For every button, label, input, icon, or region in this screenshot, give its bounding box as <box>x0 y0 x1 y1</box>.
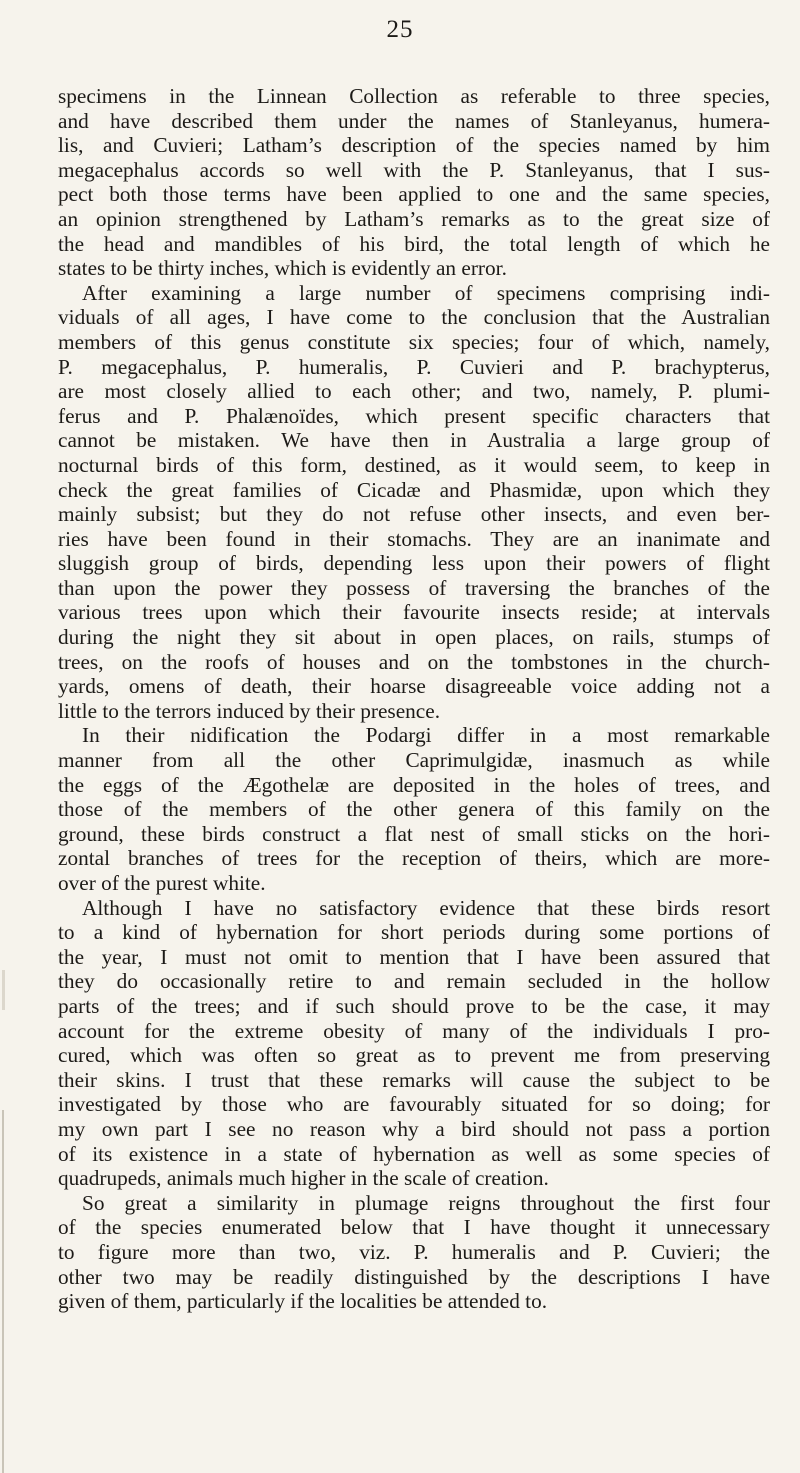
text-line: manner from all the other Caprimulgidæ, inasmuch as while <box>58 748 770 773</box>
text-line: over of the purest white. <box>58 871 266 895</box>
text-line: So great a similarity in plumage reigns throughout the first four <box>82 1190 770 1215</box>
text-line: After examining a large number of specimens comprising indi- <box>82 280 770 305</box>
text-line: In their nidification the Podargi differ in a most remarkable <box>82 723 770 748</box>
text-line: sluggish group of birds, depending less upon their powers of flight <box>58 551 770 576</box>
text-line: cured, which was often so great as to prevent me from preserving <box>58 1043 770 1068</box>
text-line: nocturnal birds of this form, destined, as it would seem, to keep in <box>58 452 770 477</box>
text-line: ground, these birds construct a flat nest of small sticks on the hori- <box>58 821 770 846</box>
text-line: account for the extreme obesity of many of the individuals I pro- <box>58 1018 770 1043</box>
text-line: ferus and P. Phalænoïdes, which present specific characters that <box>58 403 770 428</box>
page-edge-mark <box>2 970 5 1010</box>
text-line: zontal branches of trees for the reception of theirs, which are more- <box>58 846 770 871</box>
text-line: during the night they sit about in open places, on rails, stumps of <box>58 625 770 650</box>
text-line: to a kind of hybernation for short periods during some portions of <box>58 920 770 945</box>
text-line: check the great families of Cicadæ and Phasmidæ, upon which they <box>58 477 770 502</box>
text-line: than upon the power they possess of traversing the branches of the <box>58 575 770 600</box>
body-text <box>58 84 770 1314</box>
text-line: the head and mandibles of his bird, the total length of which he <box>58 231 770 256</box>
text-line: other two may be readily distinguished by the descriptions I have <box>58 1264 770 1289</box>
text-line: an opinion strengthened by Latham’s remarks as to the great size of <box>58 206 770 231</box>
text-line: of the species enumerated below that I have thought it unnecessary <box>58 1215 770 1240</box>
text-line: cannot be mistaken. We have then in Australia a large group of <box>58 428 770 453</box>
text-line: little to the terrors induced by their presence. <box>58 698 441 723</box>
text-line: yards, omens of death, their hoarse disagreeable voice adding not a <box>58 674 770 699</box>
text-line: parts of the trees; and if such should prove to be the case, it may <box>58 993 770 1018</box>
text-line: their skins. I trust that these remarks will cause the subject to be <box>58 1067 770 1092</box>
text-line: specimens in the Linnean Collection as referable to three species, <box>58 84 770 108</box>
text-line: they do occasionally retire to and remain secluded in the hollow <box>58 969 770 994</box>
page-edge-rule <box>2 1110 4 1473</box>
text-line: the year, I must not omit to mention that I have been assured that <box>58 944 770 969</box>
text-line: lis, and Cuvieri; Latham’s description of the species named by him <box>58 133 770 158</box>
text-line: trees, on the roofs of houses and on the tombstones in the church- <box>58 649 770 674</box>
text-line: of its existence in a state of hybernation as well as some species of <box>58 1141 770 1166</box>
text-line: my own part I see no reason why a bird should not pass a portion <box>58 1116 770 1141</box>
text-line: states to be thirty inches, which is evidently an error. <box>58 256 507 281</box>
text-line: those of the members of the other genera of this family on the <box>58 797 770 822</box>
text-line: to figure more than two, viz. P. humeralis and P. Cuvieri; the <box>58 1239 770 1264</box>
text-line: megacephalus accords so well with the P. Stanleyanus, that I sus- <box>58 157 770 182</box>
text-line: and have described them under the names of Stanleyanus, humera- <box>58 108 770 133</box>
page-number: 25 <box>386 16 414 43</box>
text-line: given of them, particularly if the localities be attended to. <box>58 1289 548 1314</box>
text-line: ries have been found in their stomachs. They are an inanimate and <box>58 526 770 551</box>
text-line: viduals of all ages, I have come to the conclusion that the Australian <box>58 305 770 330</box>
text-line: members of this genus constitute six species; four of which, namely, <box>58 329 770 354</box>
text-line: quadrupeds, animals much higher in the scale of creation. <box>58 1166 549 1191</box>
text-line: various trees upon which their favourite insects reside; at intervals <box>58 600 770 625</box>
text-line: the eggs of the Ægothelæ are deposited in the holes of trees, and <box>58 772 770 797</box>
text-line: mainly subsist; but they do not refuse other insects, and even ber- <box>58 502 770 527</box>
text-line: P. megacephalus, P. humeralis, P. Cuvieri and P. brachypterus, <box>58 354 770 379</box>
text-line: pect both those terms have been applied to one and the same species, <box>58 182 770 207</box>
text-line: investigated by those who are favourably situated for so doing; for <box>58 1092 770 1117</box>
text-line: are most closely allied to each other; and two, namely, P. plumi- <box>58 379 770 404</box>
text-line: Although I have no satisfactory evidence that these birds resort <box>82 895 770 920</box>
